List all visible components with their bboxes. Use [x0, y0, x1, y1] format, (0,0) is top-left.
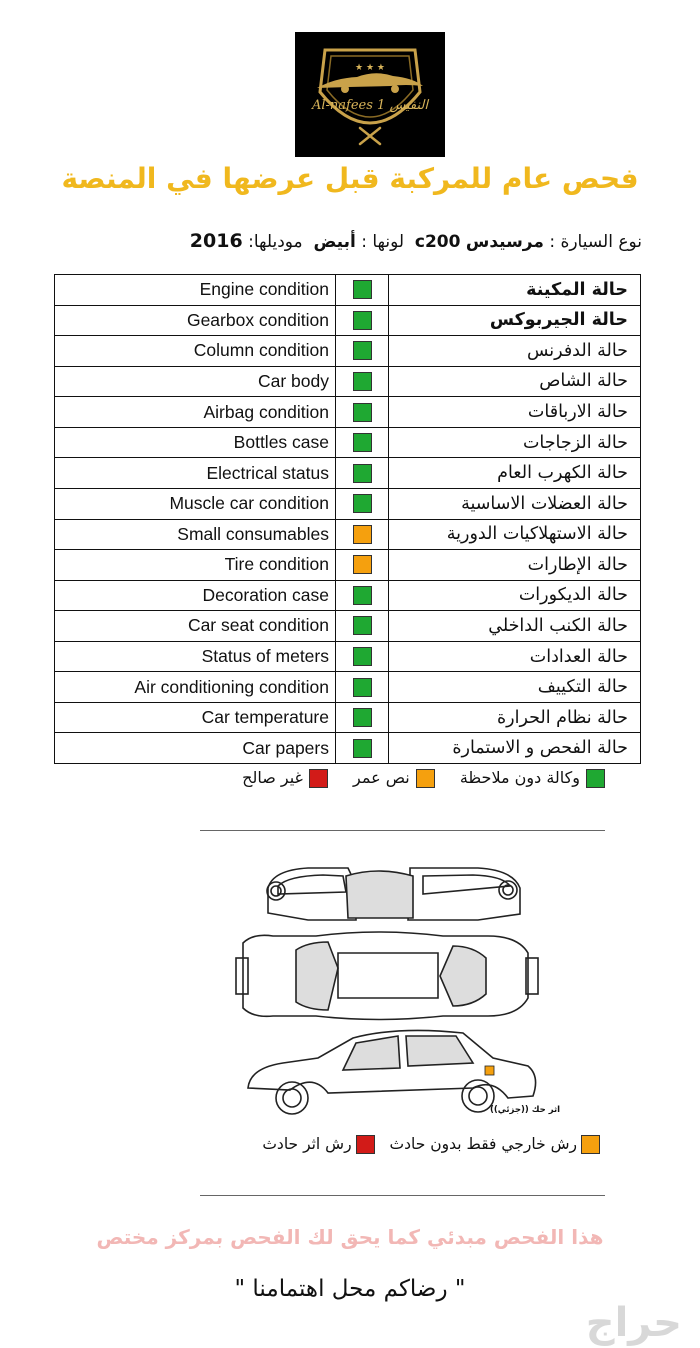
car-type-value: مرسيدس — [465, 232, 544, 252]
inspection-row — [55, 397, 641, 428]
legend-green — [460, 768, 605, 788]
damage-legend-red — [262, 1135, 374, 1154]
status-cell — [336, 580, 389, 611]
car-info-line — [190, 230, 642, 252]
check-label-en: Airbag condition — [55, 397, 336, 428]
haraj-watermark: حراج — [585, 1300, 682, 1346]
page-title: فحص عام للمركبة قبل عرضها في المنصة — [61, 162, 639, 195]
orange-square-icon — [416, 769, 435, 788]
damage-note: اثر حك ((جزئي)) — [490, 1105, 561, 1115]
check-label-en: Bottles case — [55, 427, 336, 458]
damage-legend-orange — [390, 1135, 600, 1154]
status-cell — [336, 488, 389, 519]
company-logo — [295, 32, 445, 157]
inspection-row — [55, 611, 641, 642]
green-square-icon — [353, 678, 372, 697]
status-cell — [336, 519, 389, 550]
svg-text:★ ★ ★: ★ ★ ★ — [355, 63, 385, 73]
red-square-icon — [309, 769, 328, 788]
car-model-code: c200 — [414, 232, 461, 252]
green-square-icon — [353, 708, 372, 727]
green-square-icon — [353, 616, 372, 635]
check-label-en: Gearbox condition — [55, 305, 336, 336]
check-label-ar: حالة الكهرب العام — [389, 458, 641, 489]
inspection-row — [55, 702, 641, 733]
status-cell — [336, 702, 389, 733]
divider-2 — [200, 1195, 605, 1196]
legend-orange-label: نص عمر — [352, 768, 410, 787]
green-square-icon — [353, 433, 372, 452]
inspection-row — [55, 305, 641, 336]
status-cell — [336, 733, 389, 764]
check-label-ar: حالة نظام الحرارة — [389, 702, 641, 733]
check-label-en: Car body — [55, 366, 336, 397]
shield-emblem-icon — [295, 32, 445, 157]
check-label-en: Car papers — [55, 733, 336, 764]
disclaimer-text: هذا الفحص مبدئي كما يحق لك الفحص بمركز مختص — [96, 1225, 604, 1249]
check-label-ar: حالة الكنب الداخلي — [389, 611, 641, 642]
check-label-en: Car seat condition — [55, 611, 336, 642]
status-cell — [336, 550, 389, 581]
green-square-icon — [353, 341, 372, 360]
green-square-icon — [353, 739, 372, 758]
status-cell — [336, 275, 389, 306]
car-type-label: نوع السيارة : — [549, 232, 642, 252]
status-cell — [336, 427, 389, 458]
check-label-en: Muscle car condition — [55, 488, 336, 519]
car-year-value: 2016 — [189, 230, 243, 252]
green-square-icon — [353, 311, 372, 330]
status-cell — [336, 366, 389, 397]
green-square-icon — [586, 769, 605, 788]
check-label-ar: حالة الديكورات — [389, 580, 641, 611]
divider-1 — [200, 830, 605, 831]
check-label-ar: حالة الزجاجات — [389, 427, 641, 458]
status-legend — [222, 768, 605, 788]
green-square-icon — [353, 494, 372, 513]
inspection-table — [54, 274, 641, 764]
check-label-ar: حالة الدفرنس — [389, 336, 641, 367]
inspection-row — [55, 488, 641, 519]
check-label-en: Decoration case — [55, 580, 336, 611]
car-year-label: موديلها: — [248, 232, 303, 252]
green-square-icon — [353, 464, 372, 483]
orange-square-icon — [353, 555, 372, 574]
brand-name: Al-nafees 1 النفيس — [311, 98, 429, 113]
inspection-row — [55, 336, 641, 367]
inspection-row — [55, 550, 641, 581]
car-color-label: لونها : — [361, 232, 405, 252]
inspection-row — [55, 519, 641, 550]
green-square-icon — [353, 647, 372, 666]
damage-red-label: رش اثر حادث — [262, 1135, 352, 1153]
legend-red — [242, 768, 328, 788]
check-label-ar: حالة الاستهلاكيات الدورية — [389, 519, 641, 550]
inspection-row — [55, 427, 641, 458]
orange-square-icon — [581, 1135, 600, 1154]
orange-square-icon — [353, 525, 372, 544]
check-label-ar: حالة العضلات الاساسية — [389, 488, 641, 519]
legend-green-label: وكالة دون ملاحظة — [459, 768, 580, 787]
inspection-row — [55, 641, 641, 672]
legend-red-label: غير صالح — [242, 768, 303, 787]
inspection-row — [55, 458, 641, 489]
status-cell — [336, 672, 389, 703]
damage-legend — [252, 1135, 600, 1154]
status-cell — [336, 641, 389, 672]
red-square-icon — [356, 1135, 375, 1154]
status-cell — [336, 397, 389, 428]
check-label-ar: حالة الإطارات — [389, 550, 641, 581]
check-label-ar: حالة الجيربوكس — [389, 305, 641, 336]
green-square-icon — [353, 372, 372, 391]
check-label-ar: حالة الفحص و الاستمارة — [389, 733, 641, 764]
check-label-en: Column condition — [55, 336, 336, 367]
check-label-en: Tire condition — [55, 550, 336, 581]
car-damage-diagram — [228, 858, 561, 1123]
inspection-row — [55, 672, 641, 703]
car-color-value: أبيض — [313, 232, 356, 252]
inspection-row — [55, 275, 641, 306]
green-square-icon — [353, 403, 372, 422]
status-cell — [336, 336, 389, 367]
legend-orange — [353, 768, 435, 788]
check-label-ar: حالة الشاص — [389, 366, 641, 397]
inspection-row — [55, 733, 641, 764]
check-label-ar: حالة التكييف — [389, 672, 641, 703]
check-label-ar: حالة الارباقات — [389, 397, 641, 428]
green-square-icon — [353, 586, 372, 605]
damage-mark-orange — [485, 1066, 494, 1075]
check-label-en: Small consumables — [55, 519, 336, 550]
thanks-text: " رضاكم محل اهتمامنا " — [234, 1276, 466, 1302]
status-cell — [336, 458, 389, 489]
inspection-row — [55, 580, 641, 611]
check-label-en: Electrical status — [55, 458, 336, 489]
check-label-ar: حالة العدادات — [389, 641, 641, 672]
status-cell — [336, 611, 389, 642]
check-label-en: Status of meters — [55, 641, 336, 672]
check-label-en: Air conditioning condition — [55, 672, 336, 703]
damage-orange-label: رش خارجي فقط بدون حادث — [389, 1135, 577, 1153]
green-square-icon — [353, 280, 372, 299]
check-label-en: Car temperature — [55, 702, 336, 733]
inspection-row — [55, 366, 641, 397]
check-label-ar: حالة المكينة — [389, 275, 641, 306]
status-cell — [336, 305, 389, 336]
check-label-en: Engine condition — [55, 275, 336, 306]
